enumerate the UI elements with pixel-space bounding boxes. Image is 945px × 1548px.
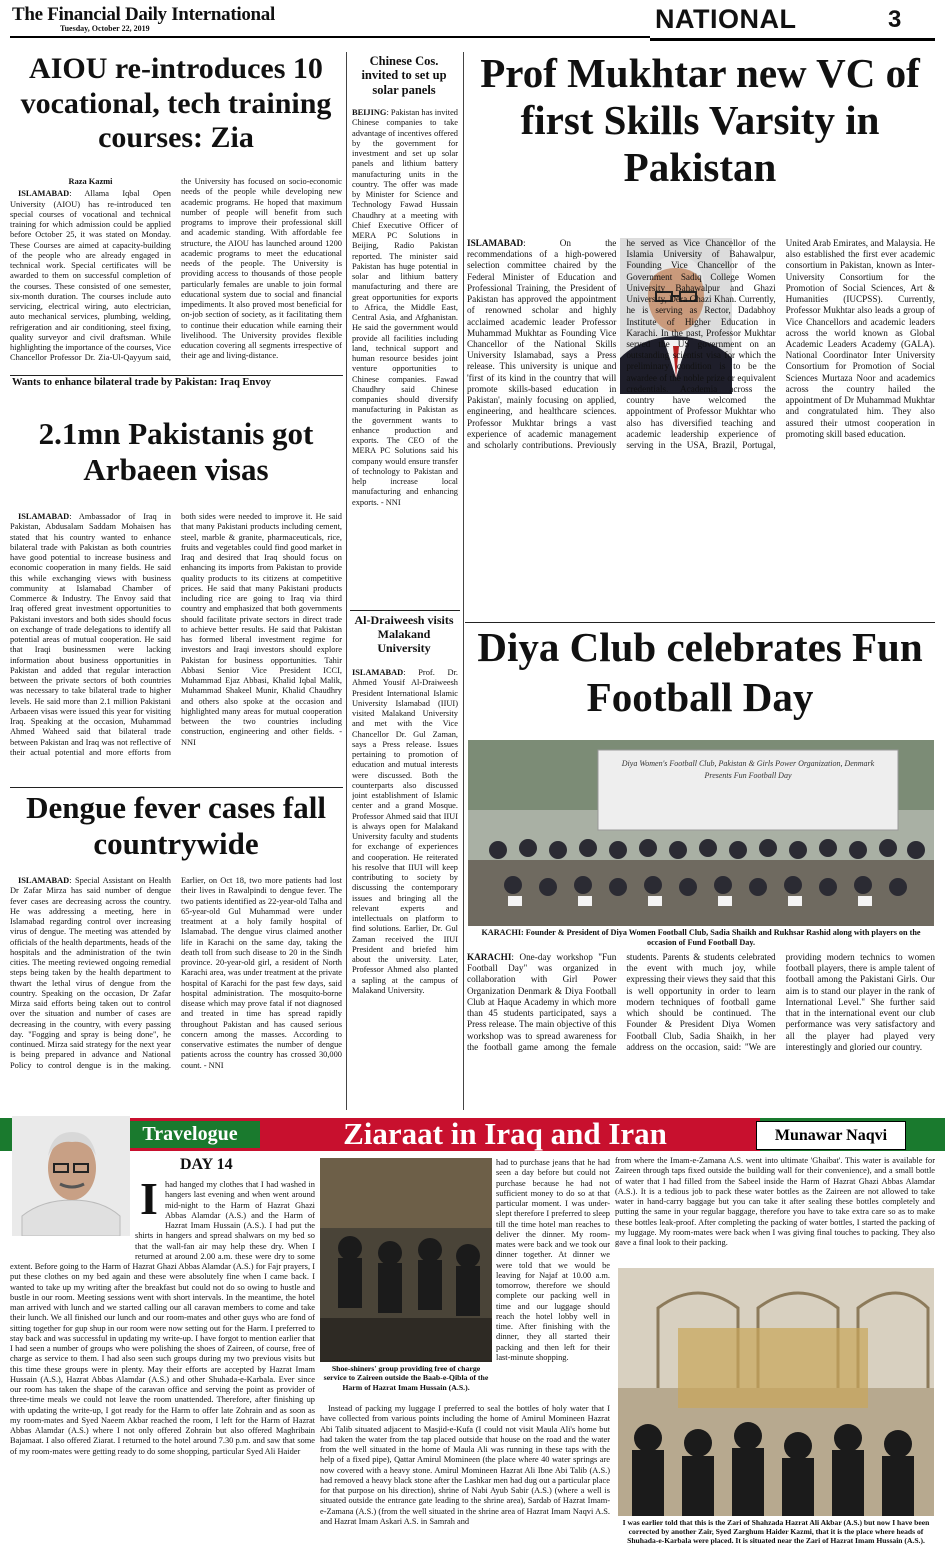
- diya-article: [467, 952, 935, 1110]
- aiou-byline: Raza Kazmi: [68, 177, 113, 186]
- diya-caption: KARACHI: Founder & President of Diya Women Football Club, Sadia Shaikh and Rukhsar Rashid along with players on the occasion of Fund Football Day.: [481, 928, 921, 947]
- solar-dateline: BEIJING: [352, 108, 387, 117]
- shoe-shiners-photo: [320, 1158, 492, 1362]
- arbaeen-article: [10, 512, 342, 782]
- dengue-dateline: ISLAMABAD: [18, 876, 70, 885]
- mukhtar-headline: Prof Mukhtar new VC of first Skills Varsity in Pakistan: [480, 50, 920, 191]
- travelogue-body-2: had to purchase jeans that he had seen a day before but could not purchase because he had not sufficient money to do so at that particular moment. I was under-slept therefore I preferred to sleep till the time hotel man reaches to deliver the dinner. My room-mates were back and we took our dinner together. At dinner we were told that we would be leaving for Najaf at 10.00 a.m. tomorrow, therefore we should complete our packing well in time and our luggage should reach the hotel lobby well in time. After finishing with the dinner, they all started their packing and then left for their last-minute shopping.: [496, 1158, 610, 1362]
- travelogue-body: had hanged my clothes that I had washed in hangers last evening and when went around mid-night to the Harm of Hazrat Ghazi Abbas Alamdar (A.S.) and the Harm of Hazrat Imam Hussain (A.S.). I had put the shirts in hangers and spread shalwars on my bed so that the wall-fan air may help these dry. When I returned at around 2.00 a.m. these were dry to some extent. Before going to the Harm of Hazrat Ghazi Abbas Alamdar (A.S.) for Fajr prayers, I put these clothes on my bed again and these were absolutely fine when I came back. I wanted to take up my writing after the breakfast but could not do so owing to hustle and bustle in our room. Meeting sessions went with short intervals. In the meantime, the hotel man arrived with lunch and we started calling our all caravan members to come and take their lunch. We all finished our lunch and our room-mates and other guys who are fond of sitting together for gup shup in our room were now setting out for the Harm. I preferred to stay back and was successful in updating my write-up. I have forgot to mention earlier that I had seen a number of groups who were polishing the shoes of Zaireen, of course, free of charge as service to them. I had also seen such groups during my two previous visits but this time these groups were in plenty. May their efforts are accepted by Hazrat Imam Hussain (A.S.), Hazrat Abbas Alamdar (A.S.) and other Shuhada-e-Karbala. Ever since our room has taken the shape of the caravan office and serving the point as provider of three-time meals we could not leave the room unattended. Therefore, after finishing up with updating the write-up, I got ready for the Harm to offer late Zohrain and as soon as my room-mates and Syed Naeem Akbar reached the room, I left for the Harm of Hazrat Abbas Alamdar (A.S.) where I not only offered Zohrain but also offered Maghribain Bajamaat. I also offered Ziarat. I returned to the hotel around 7.30 p.m. and saw that some of my room-mates were getting ready to do some shopping, particular Syed Ali Haider: [10, 1180, 315, 1456]
- travelogue-article-col1: [10, 1180, 315, 1540]
- rule: [350, 610, 460, 611]
- page-number: 3: [888, 6, 902, 33]
- solar-article: [352, 108, 458, 606]
- diya-banner-text: Diya Women's Football Club, Pakistan & Girls Power Organization, Denmark Presents Fun Football Day: [621, 759, 875, 780]
- travelogue-title: Ziaraat in Iraq and Iran: [343, 1116, 667, 1151]
- diya-body: : One-day workshop "Fun Football Day" was organized in collaboration with Girl Power Organization Denmark & Diya Football Club at Haque Academy in which more than 45 students participated, says a Press release. The main objective of this workshop was to spread awareness for the football game among the female students. Parents & students celebrated the event with much joy, while expressing their views they said that this is well opportunity in order to learn modern techniques of football game which should be continued. The Founder & President Diya Women Football Club, Sadia Shaikh, in her address on the occasion, said: "We are providing modern technics to women football players, there is ample talent of football among the Pakistani Girls. Our aim is to stand our player in the rank of International Level." She further said that in the international event our club performance was very satisfactory and all the player had played very interestingly and gloried our country.: [467, 952, 935, 1052]
- aiou-dateline: ISLAMABAD: [18, 189, 70, 199]
- shoe-shiners-caption: Shoe-shiners' group providing free of charge service to Zaireen outside the Baab-e-Qibla of the Harm of Hazrat Imam Hussain (A.S.).: [323, 1364, 489, 1392]
- travelogue-dropcap: I: [140, 1178, 158, 1224]
- dropcap-spacer: [135, 1180, 165, 1228]
- mukhtar-body: : On the recommendations of a high-powered selection committee chaired by the Federal Minister of Education and Professional Training, the President of Pakistan has approved the appointment of renowned scholar and highly acclaimed academic leader Professor Muhammad Mukhtar as Founding Vice Chancellor of the National Skills University Islamabad, says a Press release. This university is unique and 'first of its kind in the country that will promote skills-based education in Pakistan', mainly focusing on applied, engineering, and healthcare sciences. Professor Mukhtar brings a vast experience of academic management and scholarly contributions. Previously he served as Vice Chancellor of the Islamia University of Bahawalpur, Founding Vice Chancellor of the Government Sadiq College Women University Bahawalpur and Ghazi University, Dera Ghazi Khan. Currently, he is serving as Rector, Dadabhoy Institute of Higher Education in Karachi. In the past, Professor Mukhtar served the US government on an outstanding scientist visa for which the preliminary condition is to be the awardee of the noble prize or equivalent credentials. Academia across the country have welcomed the appointment of Professor Mukhtar who also has diversified teaching and academic leadership experience of serving in the USA, Brazil, Portugal, United Arab Emirates, and Malaysia. He also established the first ever academic consortium in Pakistan, known as Inter-University Consortium for the Promotion of Social Sciences, Art & Humanities (IUCPSS). Currently, Professor Mukhtar also leads a group of Vice Chancellors and academic leaders across the world known as Global Academic Leaders Academy (GALA). National Coordinator Inter University Consortium for Promotion of Social Sciences Murtaza Noor and academics across the country hailed the appointment of Dr Muhammad Mukhtar and congratulated him. They also assured their utmost cooperation in promoting skill based education.: [467, 238, 935, 450]
- arbaeen-kicker: Wants to enhance bilateral trade by Pakistan: Iraq Envoy: [12, 377, 272, 388]
- aiou-article: [10, 177, 342, 369]
- aiou-headline: AIOU re-introduces 10 vocational, tech training courses: Zia: [20, 52, 332, 154]
- shrine-photo: [618, 1268, 934, 1516]
- section-rule: [650, 38, 935, 41]
- travelogue-body-4: from where the Imam-e-Zamana A.S. went into ultimate 'Ghaibat'. This water is available for Zaireen through taps fixed outside the building wall for their convenience), and a small bottle of water that I had filled from the Sabeel inside the Harm of Hazrat Ghazi Abbas Alamdar (A.S.). It is a tedious job to pack these water bottles as the Zaireen are not allowed to take water in hand-carry baggage but you can take it after sealing these bottles completely and putting the same in your regular baggage, therefore you have to take extra care so as to make these bottles leak-proof. After completing the packing of water bottles, I started the packing of my luggage. My room-mates were back when I was giving final touches to packing. They also gave a final look to their packing.: [615, 1156, 935, 1247]
- arbaeen-dateline: ISLAMABAD: [18, 512, 70, 521]
- travelogue-body-3: Instead of packing my luggage I preferred to seal the bottles of holy water that I have collected from various points including the home of Amirul Momineen Hazrat Abi Talib situated adjacent to Masjid-e-Kufa (I could not visit Maula Ali's home but had taken the water from the tap placed outside that house on the road and the water from the well situated in the home of Maula Ali was running in these taps with the help of a fixed pipe), Qattar Amirul Momineen (the place where 40 water springs are now covered with a heavy stone. Amirul Momineen Hazrat Ali Ibne Abi Talib (A.S.) had removed a heavy black stone after the Lashkar men had dug out a particular place for that purpose on his direction), shrine of Nabi Ayub Sabir (A.S.) (where a well is situated outside the entrance gate leading to the shrine area), Sardab of Hazrat Imam-e-Zamana (A.S.) (from the well situated in the shrine area of Hazrat Imam Naqvi A.S. and Hazrat Imam Askari A.S. in Samrah and: [320, 1404, 610, 1526]
- masthead-name: The Financial Daily International: [12, 4, 275, 25]
- rule: [10, 375, 343, 376]
- mukhtar-dateline: ISLAMABAD: [467, 238, 524, 248]
- travelogue-day: DAY 14: [180, 1156, 233, 1173]
- diya-headline: Diya Club celebrates Fun Football Day: [477, 624, 923, 721]
- solar-body: : Pakistan has invited Chinese companies to take advantage of incentives offered by the government for investment and set up solar panels and lithium battery manufacturing units in the country. The offer was made by Minister for Science and Technology Fawad Hussain Chaudhry at a meeting with Chief Executive Officer of MERA PC Solutions in Beijing, Radio Pakistan reported. The minister said Pakistan has huge potential in solar and lithium battery manufacturing and there are great opportunities for exports to Africa, the Middle East, Central Asia, and Afghanistan. He said the government would provide all facilities including land, technical support and human resource besides joint venture opportunities to Chinese companies. Fawad Chaudhry said Chinese companies should diversify manufacturing in Pakistan as the government wants to enhance production and exports. The CEO of the MERA PC Solutions said his company would ensure transfer of technology to Pakistan and help increase local manufacturing and enhancing exports. - NNI: [352, 108, 458, 507]
- diya-dateline: KARACHI: [467, 952, 512, 962]
- section-name: NATIONAL: [655, 4, 797, 34]
- travelogue-article-col3: [320, 1404, 610, 1544]
- malakand-article: [352, 668, 458, 1108]
- aiou-body: : Allama Iqbal Open University (AIOU) has re-introduced ten special courses of vocational and technical training for which admission could be applied before October 25, it was stated on Monday. These Courses are aimed at capacity-building of the people who are already engaged in technical work. Special certificates will be awarded to them on successful completion of the courses. These consisted of one semester, six-month duration. The courses include auto servicing, electrical wiring, auto electrician, auto mechanical services, plumbing, welding, refrigeration and air conditioning, steel fixing, quality surveyor and civil draftsman. While highlighting the importance of the courses, Vice Chancellor Professor Dr. Zia-Ul-Qayyum said, the University has focused on socio-economic needs of the people while developing new academic programs. He hoped that maximum number of people will benefit from such programs to improve their professional skill and academic standing. With affordable fee structure, the AIOU has launched around 1200 academic programs to meet the educational needs of the people. The University is providing access to thousands of those people particularly females are unable to join formal educational system due to social and financial impediments. It also proved most beneficial for on-job section of society, as it facilitating them to continue their education while earning their livelihood. The University provides flexible education covering all segments irrespective of their age and living-distance.: [10, 177, 342, 363]
- malakand-dateline: ISLAMABAD: [352, 668, 404, 677]
- travelogue-article-col4: [615, 1156, 935, 1264]
- shrine-caption: I was earlier told that this is the Zari of Shahzada Hazrat Ali Akbar (A.S.) but now I have been corrected by another Zair, Syed Zarghum Haider Kazmi, that it is the place where heads of Shuhada-e-Karbala were placed. It is situated near the Zari of Hazrat Imam Hussain (A.S.).: [622, 1518, 930, 1546]
- column-divider: [346, 52, 347, 1110]
- solar-headline: Chinese Cos. invited to set up solar panels: [361, 54, 447, 97]
- dengue-article: [10, 876, 342, 1108]
- rule: [10, 787, 343, 788]
- shoe-shiners-illustration: [320, 1158, 492, 1362]
- shrine-illustration: [618, 1268, 934, 1516]
- travelogue-label: Travelogue: [120, 1121, 260, 1148]
- column-divider: [463, 52, 464, 1110]
- malakand-headline: Al-Draiweesh visits Malakand University: [354, 613, 454, 655]
- arbaeen-headline: 2.1mn Pakistanis got Arbaeen visas: [38, 416, 314, 487]
- masthead-date: Tuesday, October 22, 2019: [60, 24, 150, 33]
- top-rule: [10, 36, 650, 38]
- float-spacer: [10, 1180, 135, 1255]
- malakand-body: : Prof. Dr. Ahmed Yousif Al-Draiweesh President International Islamic University Islamabad (IIUI) visited Malakand University and met with the Vice Chancellor Dr. Gul Zaman, says a Press release. Issues pertaining to promotion of education and mutual interests were discussed. Both the counterparts also discussed joint establishment of Islamic center and a grand Mosque. Professor Ahmed said that IIUI is always open for Malakand University faculty and students for exchange of experiences and cooperation. He reiterated his resolve that IIUI will keep contributing to society by discussing the contemporary issues and bringing all the relevant experts and intellectuals on platform to find solutions. Earlier, Dr. Gul Zaman received the IIUI President and briefed him about the university. Later, Professor Ahmed also planted a sapling at the campus of Malakand University.: [352, 668, 458, 995]
- arbaeen-body: : Ambassador of Iraq in Pakistan, Abdusalam Saddam Mohaisen has stated that his country wanted to enhance bilateral trade with Pakistan as both countries have good potential to increase business and economic cooperation in many fields. He said this while exchanging views with business community at Islamabad Chamber of Commerce & Industry. The Envoy said that Iraq offered great investment opportunities to Pakistani investors and both sides should focus on exchange of trade delegations to identify all potential areas of mutual cooperation. He said that Iraqi businessmen were lacking information about business opportunities in Pakistan and added that regular interaction between the private sectors of both countries was necessary to take bilateral trade to higher levels. He said more than 2.1 million Pakistani Arbaeen visas were issued this year for visiting Iraq. Speaking at the occasion, Muhammad Ahmed Waheed said that bilateral trade between Pakistan and Iraq was not reflective of their actual potential and more efforts from both sides were needed to improve it. He said that many Pakistani products including cement, steel, marble & granite, pharmaceuticals, rice, fruits and vegetables could find good market in Iraq and desired that Iraq should focus on enhancing its imports from Pakistan to provide quality products to its citizens at competitive prices. He said that many Pakistani products including rice are going to Iraq via third country and emphasized that both governments should facilitate private sectors in direct trade to achieve better results. He said that Pakistan has formed liberal investment regime for investors and Iraqi investors should explore Pakistan for business opportunities. Tahir Abbasi Senior Vice President ICCI, Muhammad Ejaz Abbasi, Khalid Iqbal Malik, Muhammad Shakeel Munir, Khalid Chaudhry and others also spoke at the occasion and highlighted many areas for mutual cooperation between the two countries including construction, engineering and other fields. - NNI: [10, 512, 342, 757]
- dengue-body: : Special Assistant on Health Dr Zafar Mirza has said number of dengue fever cases are decreasing across the country. He was addressing a meeting, here in Islamabad regarding control over increasing virus of dengue. The meeting was attended by officials of the health departments, heads of the hospitals and the administration of the twin cities. The meeting reviewed ongoing remedial steps being taken by the health department to thwart the lethal virus of dengue from the country. Speaking on the occasion, Dr Zafar Mirza said efforts being taken out to control over the situation and number of cases are decreasing in the country, with every passing day. "Fogging and spray is being done", he continued. Mirza said strategy for the next year is being prepared in advance and National Policy to control dengue is in the making. Earlier, on Oct 18, two more patients had lost their lives in Rawalpindi to dengue fever. The two patients identified as 22-year-old Talha and 65-year-old Gul Muhammad were under treatment at a holy family hospital of Islamabad. The dengue virus claimed another life in Karachi on the same day, taking the death toll from such disease to 20 in the Sindh province. 20-year-old girl, a resident of North Karachi area, was under treatment at the private hospital of Karachi for the past few days, said hospital administration. The mosquito-borne disease which may prove fatal if not diagnosed and treated in time has spread rapidly throughout Pakistan and has caused serious concern among the masses. According to conservative estimates the number of dengue patients across the country has crossed 30,000 count. - NNI: [10, 876, 342, 1070]
- travelogue-article-col2: [496, 1158, 610, 1400]
- mukhtar-article: [467, 238, 935, 618]
- diya-photo: [468, 740, 934, 926]
- dengue-headline: Dengue fever cases fall countrywide: [26, 790, 326, 861]
- travelogue-author: Munawar Naqvi: [756, 1121, 906, 1150]
